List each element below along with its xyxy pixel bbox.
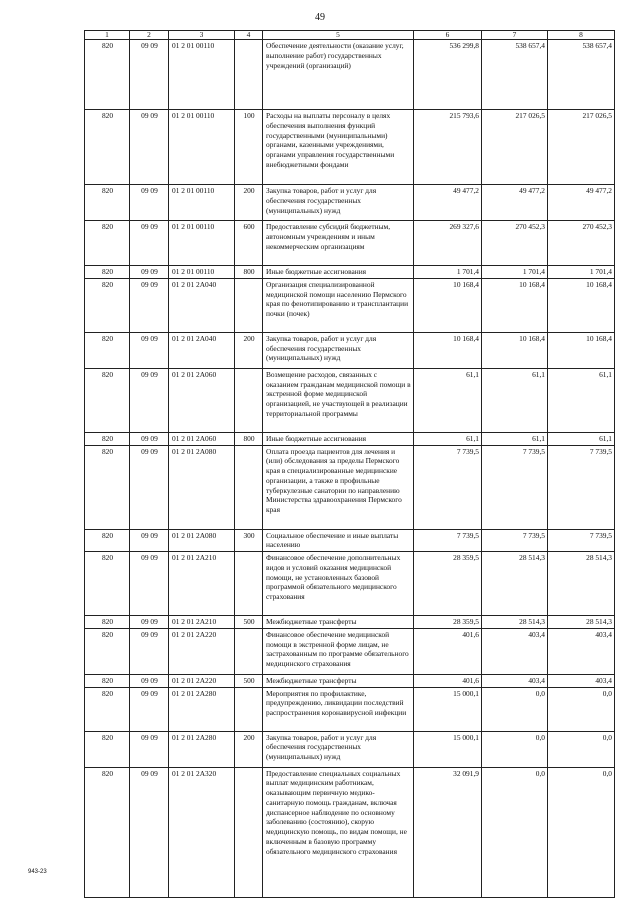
cell-description: Закупка товаров, работ и услуг для обеспечения государственных (муниципальных) нужд: [263, 332, 414, 368]
cell-amount-year1: 61,1: [414, 368, 482, 432]
cell-amount-year1: 28 359,5: [414, 616, 482, 629]
header-row: [85, 31, 615, 40]
cell-amount-year1: 1 701,4: [414, 266, 482, 279]
cell-expense-type: [235, 278, 263, 332]
cell-description: Межбюджетные трансферты: [263, 674, 414, 687]
cell-amount-year2: 0,0: [482, 731, 548, 767]
cell-amount-year3: 49 477,2: [548, 185, 615, 221]
table-row: [85, 185, 615, 221]
cell-expense-type: 500: [235, 616, 263, 629]
header-col-4: 4: [235, 31, 263, 40]
cell-target-code: 01 2 01 00110: [169, 185, 235, 221]
cell-section-code: 09 09: [130, 628, 169, 674]
cell-amount-year3: 0,0: [548, 731, 615, 767]
table-row: [85, 445, 615, 529]
header-col-7: 7: [482, 31, 548, 40]
table-row: [85, 767, 615, 897]
header-col-5: 5: [263, 31, 414, 40]
cell-expense-type: 800: [235, 432, 263, 445]
cell-expense-type: 500: [235, 674, 263, 687]
cell-expense-type: [235, 368, 263, 432]
cell-amount-year1: 7 739,5: [414, 529, 482, 552]
cell-description: Финансовое обеспечение дополнительных видов и условий оказания медицинской помощи, не установленных базовой программой обязательного медицинского страхования: [263, 552, 414, 616]
cell-admin-code: 820: [85, 110, 130, 185]
cell-expense-type: 800: [235, 266, 263, 279]
cell-amount-year2: 270 452,3: [482, 221, 548, 266]
cell-amount-year1: 269 327,6: [414, 221, 482, 266]
cell-amount-year2: 7 739,5: [482, 529, 548, 552]
cell-amount-year2: 49 477,2: [482, 185, 548, 221]
table-row: [85, 616, 615, 629]
cell-amount-year2: 61,1: [482, 368, 548, 432]
cell-target-code: 01 2 01 00110: [169, 221, 235, 266]
cell-section-code: 09 09: [130, 445, 169, 529]
cell-expense-type: [235, 767, 263, 897]
cell-amount-year1: 10 168,4: [414, 278, 482, 332]
cell-admin-code: 820: [85, 731, 130, 767]
cell-description: Возмещение расходов, связанных с оказанием гражданам медицинской помощи в экстренной форме медицинской организацией, не участвующей в реализации территориальной программы: [263, 368, 414, 432]
cell-section-code: 09 09: [130, 552, 169, 616]
cell-section-code: 09 09: [130, 368, 169, 432]
cell-section-code: 09 09: [130, 332, 169, 368]
table-row: [85, 432, 615, 445]
cell-amount-year2: 217 026,5: [482, 110, 548, 185]
cell-target-code: 01 2 01 2А220: [169, 674, 235, 687]
cell-amount-year3: 61,1: [548, 432, 615, 445]
cell-target-code: 01 2 01 2А280: [169, 687, 235, 731]
table-row: [85, 731, 615, 767]
cell-target-code: 01 2 01 2А280: [169, 731, 235, 767]
cell-amount-year1: 15 000,1: [414, 731, 482, 767]
cell-target-code: 01 2 01 2А060: [169, 432, 235, 445]
cell-description: Организация специализированной медицинской помощи населению Пермского края по фенотипированию и трансплантации почки (почек): [263, 278, 414, 332]
cell-expense-type: 200: [235, 185, 263, 221]
cell-amount-year1: 28 359,5: [414, 552, 482, 616]
cell-amount-year3: 7 739,5: [548, 529, 615, 552]
cell-amount-year3: 1 701,4: [548, 266, 615, 279]
cell-amount-year3: 0,0: [548, 687, 615, 731]
cell-amount-year2: 61,1: [482, 432, 548, 445]
cell-expense-type: [235, 445, 263, 529]
cell-amount-year2: 10 168,4: [482, 332, 548, 368]
cell-target-code: 01 2 01 2А080: [169, 445, 235, 529]
cell-amount-year2: 10 168,4: [482, 278, 548, 332]
cell-amount-year3: 217 026,5: [548, 110, 615, 185]
cell-expense-type: 100: [235, 110, 263, 185]
cell-amount-year2: 1 701,4: [482, 266, 548, 279]
header-col-8: 8: [548, 31, 615, 40]
table-row: [85, 110, 615, 185]
cell-target-code: 01 2 01 00110: [169, 40, 235, 110]
cell-amount-year3: 538 657,4: [548, 40, 615, 110]
table-row: [85, 628, 615, 674]
cell-admin-code: 820: [85, 445, 130, 529]
cell-target-code: 01 2 01 2А220: [169, 628, 235, 674]
cell-amount-year1: 10 168,4: [414, 332, 482, 368]
cell-amount-year2: 0,0: [482, 767, 548, 897]
budget-table: [84, 30, 615, 898]
cell-target-code: 01 2 01 2А040: [169, 278, 235, 332]
cell-amount-year1: 536 299,8: [414, 40, 482, 110]
cell-description: Оплата проезда пациентов для лечения и (или) обследования за пределы Пермского края в специализированные медицинские организации, а также в профильные туберкулезные санатории по направлению Министерства здравоохранения Пермского края: [263, 445, 414, 529]
cell-amount-year2: 538 657,4: [482, 40, 548, 110]
cell-amount-year1: 15 000,1: [414, 687, 482, 731]
cell-section-code: 09 09: [130, 687, 169, 731]
cell-expense-type: [235, 40, 263, 110]
header-col-3: 3: [169, 31, 235, 40]
cell-admin-code: 820: [85, 40, 130, 110]
cell-description: Обеспечение деятельности (оказание услуг, выполнение работ) государственных учреждений (организаций): [263, 40, 414, 110]
cell-target-code: 01 2 01 2А040: [169, 332, 235, 368]
cell-description: Расходы на выплаты персоналу в целях обеспечения выполнения функций государственными (муниципальными) органами, казенными учреждениями, органами управления государственными внебюджетными фондами: [263, 110, 414, 185]
header-col-2: 2: [130, 31, 169, 40]
cell-target-code: 01 2 01 2А320: [169, 767, 235, 897]
footer-code: 943-23: [28, 869, 47, 875]
cell-admin-code: 820: [85, 529, 130, 552]
cell-section-code: 09 09: [130, 767, 169, 897]
cell-description: Финансовое обеспечение медицинской помощи в экстренной форме лицам, не застрахованным по программе обязательного медицинского страхования: [263, 628, 414, 674]
cell-section-code: 09 09: [130, 674, 169, 687]
cell-description: Иные бюджетные ассигнования: [263, 266, 414, 279]
table-row: [85, 687, 615, 731]
cell-description: Закупка товаров, работ и услуг для обеспечения государственных (муниципальных) нужд: [263, 185, 414, 221]
cell-amount-year1: 7 739,5: [414, 445, 482, 529]
page-number: 49: [315, 12, 325, 23]
cell-section-code: 09 09: [130, 185, 169, 221]
cell-amount-year2: 0,0: [482, 687, 548, 731]
cell-expense-type: 200: [235, 332, 263, 368]
cell-admin-code: 820: [85, 278, 130, 332]
cell-admin-code: 820: [85, 432, 130, 445]
cell-target-code: 01 2 01 2А210: [169, 552, 235, 616]
cell-amount-year1: 49 477,2: [414, 185, 482, 221]
cell-admin-code: 820: [85, 628, 130, 674]
cell-amount-year1: 401,6: [414, 674, 482, 687]
cell-expense-type: [235, 552, 263, 616]
cell-admin-code: 820: [85, 185, 130, 221]
cell-section-code: 09 09: [130, 432, 169, 445]
cell-description: Межбюджетные трансферты: [263, 616, 414, 629]
cell-amount-year3: 7 739,5: [548, 445, 615, 529]
cell-amount-year1: 215 793,6: [414, 110, 482, 185]
cell-target-code: 01 2 01 00110: [169, 266, 235, 279]
header-col-1: 1: [85, 31, 130, 40]
cell-section-code: 09 09: [130, 529, 169, 552]
table-row: [85, 221, 615, 266]
cell-amount-year2: 403,4: [482, 674, 548, 687]
cell-admin-code: 820: [85, 767, 130, 897]
cell-section-code: 09 09: [130, 731, 169, 767]
cell-amount-year3: 28 514,3: [548, 616, 615, 629]
table-row: [85, 40, 615, 110]
table-row: [85, 529, 615, 552]
cell-description: Предоставление специальных социальных выплат медицинским работникам, оказывающим первичную медико-санитарную помощь гражданам, включая диспансерное наблюдение по основному заболеванию (состоянию), скорую медицинскую помощь, по видам помощи, не включенным в базовую программу обязательного медицинского страхования: [263, 767, 414, 897]
table-row: [85, 674, 615, 687]
cell-section-code: 09 09: [130, 40, 169, 110]
cell-expense-type: [235, 628, 263, 674]
cell-amount-year2: 28 514,3: [482, 616, 548, 629]
table-row: [85, 278, 615, 332]
cell-section-code: 09 09: [130, 616, 169, 629]
cell-target-code: 01 2 01 2А060: [169, 368, 235, 432]
cell-description: Закупка товаров, работ и услуг для обеспечения государственных (муниципальных) нужд: [263, 731, 414, 767]
table-row: [85, 368, 615, 432]
cell-target-code: 01 2 01 2А210: [169, 616, 235, 629]
cell-amount-year1: 32 091,9: [414, 767, 482, 897]
cell-target-code: 01 2 01 2А080: [169, 529, 235, 552]
cell-admin-code: 820: [85, 368, 130, 432]
cell-amount-year3: 28 514,3: [548, 552, 615, 616]
cell-amount-year3: 403,4: [548, 674, 615, 687]
cell-description: Социальное обеспечение и иные выплаты населению: [263, 529, 414, 552]
header-col-6: 6: [414, 31, 482, 40]
cell-admin-code: 820: [85, 332, 130, 368]
cell-admin-code: 820: [85, 266, 130, 279]
cell-amount-year3: 10 168,4: [548, 278, 615, 332]
cell-section-code: 09 09: [130, 278, 169, 332]
cell-amount-year3: 270 452,3: [548, 221, 615, 266]
cell-admin-code: 820: [85, 674, 130, 687]
cell-amount-year1: 61,1: [414, 432, 482, 445]
cell-expense-type: [235, 687, 263, 731]
cell-description: Предоставление субсидий бюджетным, автономным учреждениям и иным некоммерческим организациям: [263, 221, 414, 266]
cell-amount-year3: 61,1: [548, 368, 615, 432]
cell-amount-year2: 7 739,5: [482, 445, 548, 529]
table-row: [85, 266, 615, 279]
table-row: [85, 332, 615, 368]
cell-section-code: 09 09: [130, 110, 169, 185]
cell-expense-type: 200: [235, 731, 263, 767]
cell-description: Мероприятия по профилактике, предупреждению, ликвидации последствий распространения коронавирусной инфекции: [263, 687, 414, 731]
cell-expense-type: 600: [235, 221, 263, 266]
cell-amount-year2: 28 514,3: [482, 552, 548, 616]
cell-target-code: 01 2 01 00110: [169, 110, 235, 185]
cell-section-code: 09 09: [130, 266, 169, 279]
cell-admin-code: 820: [85, 552, 130, 616]
cell-amount-year3: 403,4: [548, 628, 615, 674]
table-row: [85, 552, 615, 616]
cell-amount-year3: 10 168,4: [548, 332, 615, 368]
cell-expense-type: 300: [235, 529, 263, 552]
cell-admin-code: 820: [85, 221, 130, 266]
cell-amount-year1: 401,6: [414, 628, 482, 674]
cell-amount-year3: 0,0: [548, 767, 615, 897]
cell-admin-code: 820: [85, 687, 130, 731]
cell-section-code: 09 09: [130, 221, 169, 266]
cell-admin-code: 820: [85, 616, 130, 629]
cell-description: Иные бюджетные ассигнования: [263, 432, 414, 445]
cell-amount-year2: 403,4: [482, 628, 548, 674]
